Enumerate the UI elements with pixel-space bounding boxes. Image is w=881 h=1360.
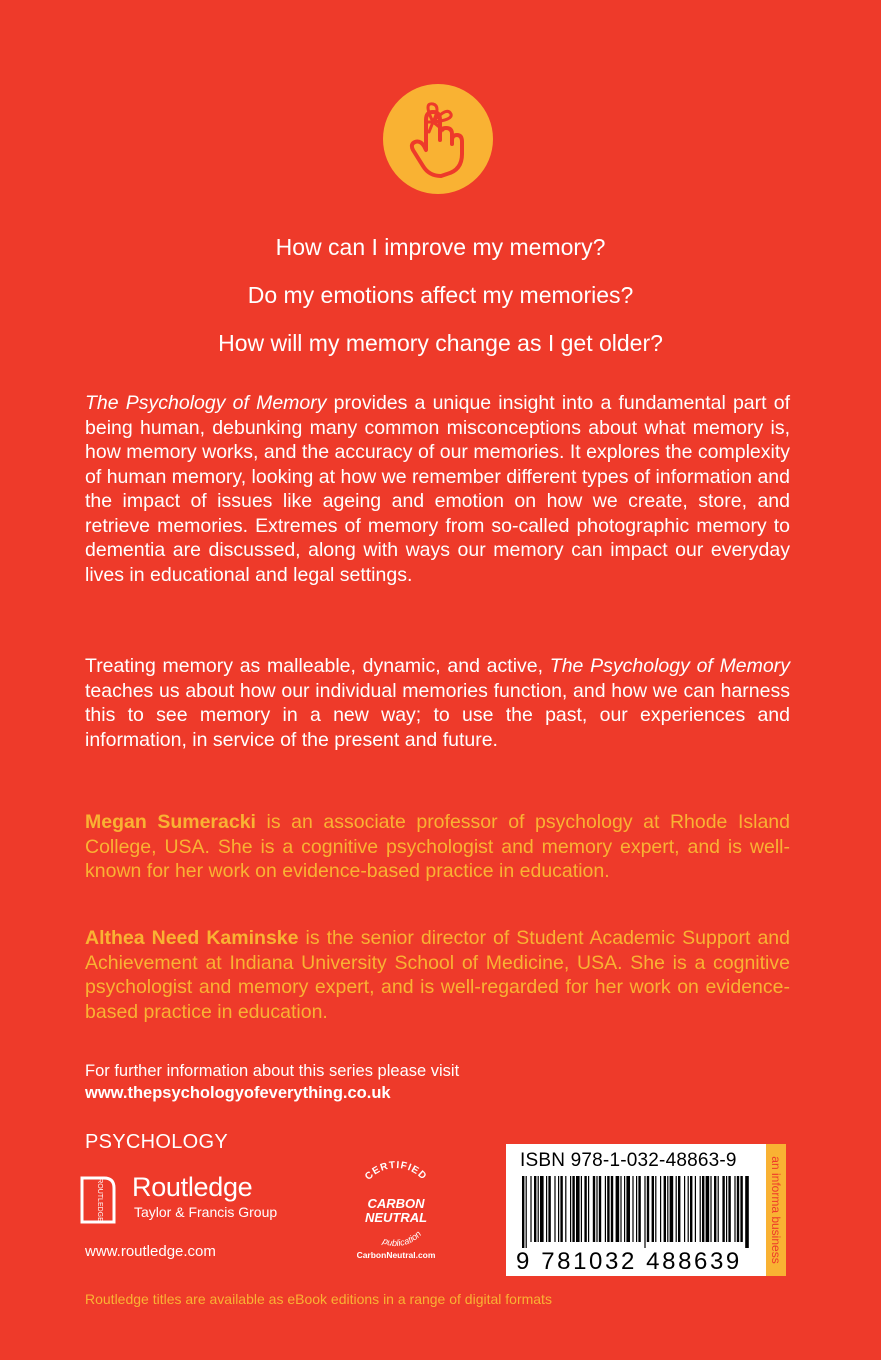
barcode-bar xyxy=(570,1176,571,1242)
question-1: How can I improve my memory? xyxy=(275,234,606,260)
barcode-bar xyxy=(722,1176,724,1242)
barcode-digits: 9 781032 488639 xyxy=(516,1248,742,1275)
barcode-bar xyxy=(548,1176,550,1242)
barcode-bar xyxy=(684,1176,685,1242)
barcode-bar xyxy=(664,1176,666,1242)
book-title: The Psychology of Memory xyxy=(85,392,327,414)
barcode-bar xyxy=(546,1176,547,1242)
question-3: How will my memory change as I get older? xyxy=(218,330,663,356)
carbon-line1: CARBON xyxy=(367,1196,425,1211)
description-text: Treating memory as malleable, dynamic, and active, xyxy=(85,655,550,677)
barcode-bar xyxy=(534,1176,536,1242)
barcode-bar xyxy=(522,1176,524,1248)
barcode-bar xyxy=(706,1176,710,1242)
barcode-bar xyxy=(526,1176,527,1248)
author-bio-text: is the senior director of Student Academic Support and Achievement at Indiana University School of Medicine, USA. She is a cognitive psychologist and memory expert, and is well-regarded for her work on evidence-based practice in education. xyxy=(85,927,790,1023)
routledge-mark-icon xyxy=(78,1174,118,1226)
publisher-group: Taylor & Francis Group xyxy=(134,1204,278,1220)
barcode-bar xyxy=(710,1176,711,1242)
barcode-bar xyxy=(596,1176,597,1242)
publisher-name: Routledge xyxy=(132,1172,253,1202)
barcode-bar xyxy=(688,1176,689,1242)
author-bio-text: is an associate professor of psychology at Rhode Island College, USA. She is a cognitive psychologist and memory expert, and is well-known for her work on evidence-based practice in education. xyxy=(85,811,790,882)
barcode-bar xyxy=(565,1176,566,1242)
barcode-bar xyxy=(593,1176,595,1242)
publisher-url-link[interactable]: www.routledge.com xyxy=(85,1243,216,1260)
routledge-logo xyxy=(78,1170,308,1232)
barcode-bar xyxy=(700,1176,701,1242)
barcode-bar xyxy=(576,1176,580,1242)
finger-with-string-icon xyxy=(383,84,493,194)
barcode-bar xyxy=(728,1176,730,1242)
barcode-bar xyxy=(584,1176,586,1242)
barcode-bar xyxy=(695,1176,696,1242)
barcode-bar xyxy=(714,1176,716,1242)
informa-strip xyxy=(766,1144,786,1276)
barcode-bar xyxy=(652,1176,654,1242)
question-2: Do my emotions affect my memories? xyxy=(247,282,634,308)
carbon-certified-text: CERTIFIED xyxy=(363,1159,429,1183)
barcode-bar xyxy=(737,1176,739,1242)
barcode-bar xyxy=(745,1176,749,1248)
barcode-bar xyxy=(558,1176,559,1242)
barcode-bar xyxy=(530,1176,531,1242)
question-list xyxy=(0,232,881,376)
barcode-bar xyxy=(599,1176,601,1242)
subject-category: PSYCHOLOGY xyxy=(85,1131,229,1153)
description-paragraph-1 xyxy=(85,391,790,587)
description-text: provides a unique insight into a fundamental part of being human, debunking many common misconceptions about what memory is, how memory works, and the accuracy of our memories. It explores the complexity of human memory, looking at how we remember different types of information and the impact of issues like ageing and emotion on how we create, store, and retrieve memories. Extremes of memory from so-called photographic memory to dementia are discussed, along with ways our memory can impact our everyday lives in educational and legal settings. xyxy=(85,392,790,586)
carbon-url: CarbonNeutral.com xyxy=(356,1250,436,1260)
ebook-note: Routledge titles are available as eBook editions in a range of digital formats xyxy=(85,1291,552,1307)
barcode-bar xyxy=(624,1176,625,1242)
description-text: teaches us about how our individual memories function, and how we can harness this to see memory in a new way; to use the past, our experiences and information, in service of the present and future. xyxy=(85,679,790,751)
barcode-bar xyxy=(607,1176,609,1242)
barcode-bar xyxy=(632,1176,633,1242)
barcode-bar xyxy=(655,1176,656,1242)
barcode-bar xyxy=(638,1176,640,1242)
informa-text: an informa business xyxy=(769,1156,783,1264)
barcode-bar xyxy=(690,1176,692,1242)
barcode-bar xyxy=(740,1176,742,1242)
barcode-bar xyxy=(670,1176,674,1242)
barcode-bar xyxy=(554,1176,555,1242)
barcode-bar xyxy=(647,1176,649,1242)
carbon-publication-text: publication xyxy=(381,1228,424,1249)
author-name: Megan Sumeracki xyxy=(85,811,256,833)
isbn-barcode xyxy=(506,1144,766,1276)
routledge-mark-text: ROUTLEDGE xyxy=(96,1178,103,1222)
carbon-line2: NEUTRAL xyxy=(364,1210,428,1225)
barcode-bar xyxy=(605,1176,606,1242)
barcode-bar xyxy=(667,1176,668,1242)
series-info-text: For further information about this series please visit xyxy=(85,1062,460,1080)
barcode-bar xyxy=(718,1176,719,1242)
carbon-neutral-badge xyxy=(344,1158,448,1262)
author-name: Althea Need Kaminske xyxy=(85,927,299,949)
barcode-bar xyxy=(660,1176,661,1242)
barcode-bars xyxy=(520,1176,752,1248)
description-paragraph-2 xyxy=(85,654,790,752)
series-info xyxy=(85,1060,459,1104)
barcode-bar xyxy=(616,1176,620,1242)
author-bio-2 xyxy=(85,926,790,1024)
barcode-bar xyxy=(620,1176,621,1242)
book-title: The Psychology of Memory xyxy=(549,655,790,677)
barcode-bar xyxy=(572,1176,574,1242)
barcode-bar xyxy=(540,1176,544,1242)
barcode-bar xyxy=(611,1176,613,1242)
barcode-bar xyxy=(676,1176,677,1242)
barcode-bar xyxy=(581,1176,582,1242)
barcode-bar xyxy=(678,1176,680,1242)
author-bio-1 xyxy=(85,810,790,884)
barcode-bar xyxy=(644,1176,645,1248)
series-url-link[interactable]: www.thepsychologyofeverything.co.uk xyxy=(85,1084,391,1102)
barcode-bar xyxy=(636,1176,637,1242)
barcode-bar xyxy=(702,1176,704,1242)
barcode-bar xyxy=(726,1176,727,1242)
barcode-bar xyxy=(588,1176,589,1242)
barcode-bar xyxy=(538,1176,539,1242)
barcode-bar xyxy=(734,1176,735,1242)
barcode-bar xyxy=(626,1176,630,1242)
isbn-label: ISBN 978-1-032-48863-9 xyxy=(520,1150,737,1171)
barcode-bar xyxy=(560,1176,562,1242)
